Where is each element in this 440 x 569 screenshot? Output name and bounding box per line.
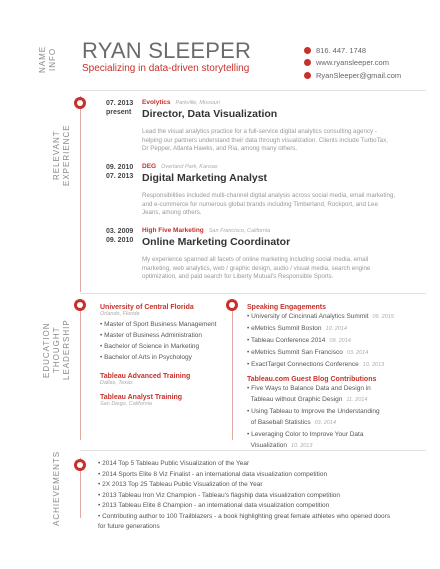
contact-block bbox=[304, 44, 401, 82]
training-location: San Diego, California bbox=[100, 401, 152, 407]
blog-item: • Leveraging Color to Improve Your Data Visualization 10. 2013 bbox=[247, 431, 364, 449]
email-icon bbox=[304, 72, 311, 79]
briefcase-icon bbox=[74, 97, 86, 109]
company: Evolytics Parkville, Missouri bbox=[142, 99, 220, 106]
job-title: Director, Data Visualization bbox=[142, 108, 278, 120]
blog-heading: Tableau.com Guest Blog Contributions bbox=[247, 376, 377, 383]
job-description: Responsibilities included multi-channel digital analysis across social media, email marketing, and e-commerce for numerous global brands including Timberland, Rockport, and Lee Jeans, among others. bbox=[142, 192, 396, 216]
achievement-item: • 2014 Sports Elite 8 Viz Finalist - an international data visualization competition bbox=[98, 470, 328, 478]
microphone-icon bbox=[226, 299, 238, 311]
training-location: Dallas, Texas bbox=[100, 380, 133, 386]
degree-item: • Bachelor of Arts in Psychology bbox=[100, 354, 192, 361]
divider bbox=[80, 293, 426, 294]
tagline: Specializing in data-driven storytelling bbox=[82, 63, 250, 74]
training-title: Tableau Analyst Training bbox=[100, 394, 183, 401]
education-column bbox=[100, 304, 225, 407]
timeline-line bbox=[80, 96, 81, 292]
speaking-item: • University of Cincinnati Analytics Summit 09. 2015 bbox=[247, 313, 394, 320]
job-dates: 03. 2009 09. 2010 bbox=[106, 228, 134, 244]
experience-label: RELEVANT EXPERIENCE bbox=[52, 124, 71, 186]
job-dates: 09. 2010 07. 2013 bbox=[106, 164, 134, 180]
company: High Five Marketing San Francisco, California bbox=[142, 227, 271, 234]
blog-item: • Using Tableau to Improve the Understanding of Baseball Statistics 03. 2014 bbox=[247, 408, 380, 426]
website-row[interactable]: www.ryansleeper.com bbox=[304, 57, 401, 70]
divider bbox=[80, 90, 426, 91]
name-info-label: NAME INFO bbox=[38, 45, 57, 73]
globe-icon bbox=[304, 59, 311, 66]
achievement-item: • 2014 Top 5 Tableau Public Visualization of the Year bbox=[98, 460, 250, 467]
blog-item: • Five Ways to Balance Data and Design in Tableau without Graphic Design 11. 2014 bbox=[247, 385, 371, 403]
achievement-item: • 2X 2013 Top 25 Tableau Public Visualization of the Year bbox=[98, 481, 263, 488]
education-label: EDUCATION THOUGHT LEADERSHIP bbox=[42, 319, 71, 381]
trophy-icon bbox=[74, 459, 86, 471]
timeline-line bbox=[80, 300, 81, 440]
job-title: Online Marketing Coordinator bbox=[142, 236, 291, 248]
degree-item: • Bachelor of Science in Marketing bbox=[100, 343, 200, 350]
achievements-label: ACHIEVEMENTS bbox=[52, 450, 61, 526]
phone-icon bbox=[304, 47, 311, 54]
job-dates: 07. 2013 present bbox=[106, 100, 134, 116]
speaking-item: • eMetrics Summit Boston 10. 2014 bbox=[247, 325, 347, 332]
achievement-item: • 2013 Tableau Iron Viz Champion - Tableau's flagship data visualization competition bbox=[98, 491, 341, 499]
company: DEG Overland Park, Kansas bbox=[142, 163, 218, 170]
job-title: Digital Marketing Analyst bbox=[142, 172, 268, 184]
training-title: Tableau Advanced Training bbox=[100, 373, 191, 380]
speaking-heading: Speaking Engagements bbox=[247, 304, 326, 311]
job-description: Lead the visual analytics practice for a full-service digital analytics consulting agency - helping our partners understand their data through visualization. Clients include TurboTax, Dr Pepper, Atlanta Hawks, and Ria, among many others. bbox=[142, 128, 388, 152]
speaking-item: • eMetrics Summit San Francisco 03. 2014 bbox=[247, 349, 369, 356]
timeline-line bbox=[232, 300, 233, 440]
phone-row[interactable]: 816. 447. 1748 bbox=[304, 44, 401, 57]
achievements-list bbox=[98, 459, 398, 533]
graduation-cap-icon bbox=[74, 299, 86, 311]
degree-item: • Master of Sport Business Management bbox=[100, 321, 217, 328]
school-location: Orlando, Florida bbox=[100, 311, 140, 317]
achievement-item: • 2013 Tableau Elite 8 Champion - an international data visualization competition bbox=[98, 502, 330, 509]
speaking-item: • Tableau Conference 2014 09. 2014 bbox=[247, 337, 351, 344]
thought-leadership-column bbox=[247, 304, 412, 452]
email-row[interactable]: RyanSleeper@gmail.com bbox=[304, 69, 401, 82]
speaking-item: • ExactTarget Connections Conference 10. 2013 bbox=[247, 361, 385, 368]
person-name: RYAN SLEEPER bbox=[82, 38, 252, 63]
achievement-item: • Contributing author to 100 Trailblazers - a book highlighting great female athletes who opened doors for future generations bbox=[98, 512, 391, 530]
job-description: My experience spanned all facets of online marketing including social media, email marketing, web analytics, web / graphic design, audio / visual media, search engine optimization, and paid search for Liberty Mutual's Responsible Sports. bbox=[142, 256, 371, 280]
degree-item: • Master of Business Administration bbox=[100, 332, 202, 339]
school-name: University of Central Florida bbox=[100, 304, 194, 311]
